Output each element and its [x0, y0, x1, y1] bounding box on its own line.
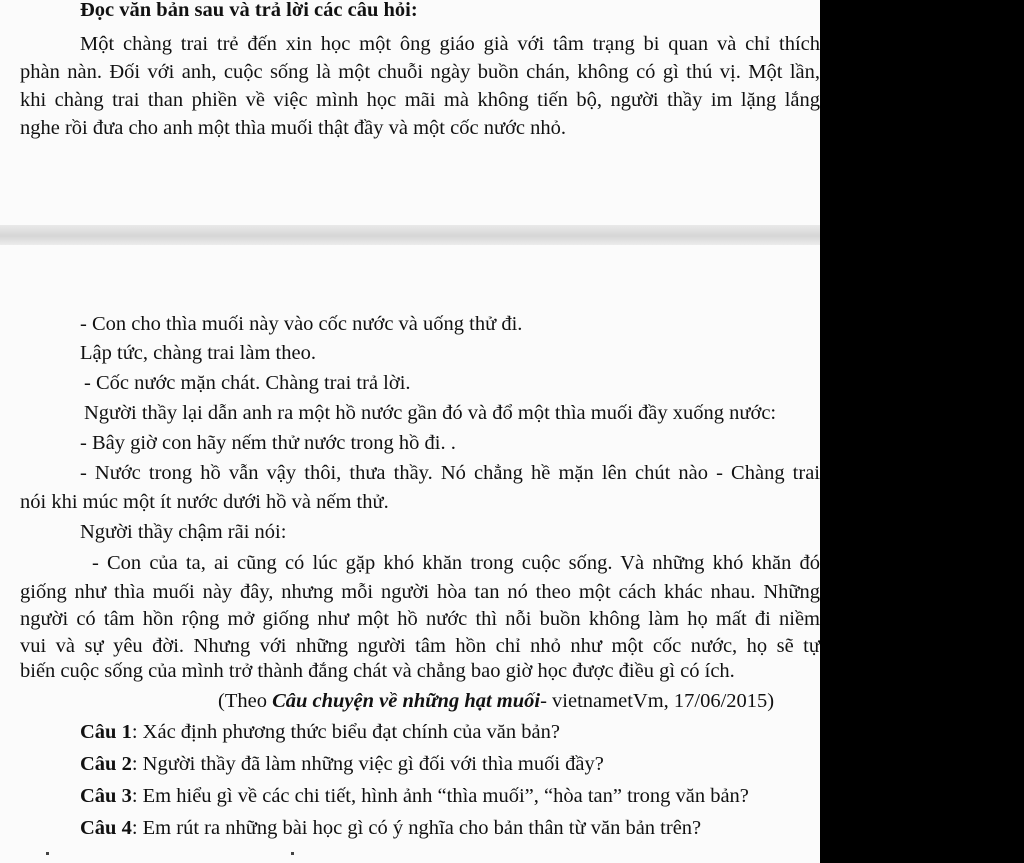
question-label: Câu 2	[80, 753, 132, 775]
heading: Đọc văn bản sau và trả lời các câu hỏi:	[80, 0, 418, 21]
citation	[218, 687, 774, 715]
passage-line: - Bây giờ con hãy nếm thử nước trong hồ đi. .	[80, 432, 456, 454]
question-2	[80, 750, 604, 778]
passage-line: Người thầy lại dẫn anh ra một hồ nước gần đó và đổ một thìa muối đầy xuống nước:	[84, 402, 777, 424]
question-text: : Em rút ra những bài học gì có ý nghĩa cho bản thân từ văn bản trên?	[131, 817, 702, 839]
black-margin	[820, 0, 1024, 863]
citation-title: Câu chuyện về những hạt muối	[272, 690, 541, 712]
citation-source: - vietnametVm, 17/06/2015)	[540, 690, 775, 712]
passage-line: - Con của ta, ai cũng có lúc gặp khó khăn trong cuộc sống. Và những khó khăn đó	[92, 552, 820, 574]
stray-mark	[291, 852, 294, 855]
passage-line: nói khi múc một ít nước dưới hồ và nếm thử.	[20, 491, 389, 513]
question-1	[80, 718, 560, 746]
passage-line: phàn nàn. Đối với anh, cuộc sống là một chuỗi ngày buồn chán, không có gì thú vị. Một lần,	[20, 61, 820, 83]
question-label: Câu 3	[80, 785, 132, 807]
passage-line: vui và sự yêu đời. Nhưng với những người tâm hồn chỉ nhỏ như một cốc nước, họ sẽ tự	[20, 635, 820, 657]
passage-line: - Nước trong hồ vẫn vậy thôi, thưa thầy. Nó chẳng hề mặn lên chút nào - Chàng trai	[80, 462, 820, 484]
question-text: : Người thầy đã làm những việc gì đối với thìa muối đầy?	[131, 753, 604, 775]
passage-line: Lập tức, chàng trai làm theo.	[80, 342, 316, 364]
question-4	[80, 814, 701, 842]
page-gap-divider	[0, 225, 820, 245]
stray-mark	[46, 852, 49, 855]
citation-prefix: (Theo	[218, 690, 273, 712]
passage-line: - Cốc nước mặn chát. Chàng trai trả lời.	[84, 372, 411, 394]
question-text: : Xác định phương thức biểu đạt chính của văn bản?	[131, 721, 560, 743]
question-text: : Em hiểu gì về các chi tiết, hình ảnh “thìa muối”, “hòa tan” trong văn bản?	[131, 785, 749, 807]
question-label: Câu 1	[80, 721, 132, 743]
passage-line: khi chàng trai than phiền về việc mình học mãi mà không tiến bộ, người thầy im lặng lắng	[20, 89, 820, 111]
question-label: Câu 4	[80, 817, 132, 839]
passage-line: nghe rồi đưa cho anh một thìa muối thật đầy và một cốc nước nhỏ.	[20, 117, 567, 139]
passage-line: người có tâm hồn rộng mở giống như một hồ nước thì nỗi buồn không làm họ mất đi niềm	[20, 608, 820, 630]
passage-line: Một chàng trai trẻ đến xin học một ông giáo già với tâm trạng bi quan và chỉ thích	[80, 33, 820, 55]
question-3	[80, 782, 749, 810]
passage-line: Người thầy chậm rãi nói:	[80, 521, 287, 543]
passage-line: giống như thìa muối này đây, nhưng mỗi người hòa tan nó theo một cách khác nhau. Những	[20, 581, 820, 603]
passage-line: biến cuộc sống của mình trở thành đắng chát và chẳng bao giờ học được điều gì có ích.	[20, 660, 735, 682]
passage-line: - Con cho thìa muối này vào cốc nước và uống thử đi.	[80, 313, 523, 335]
